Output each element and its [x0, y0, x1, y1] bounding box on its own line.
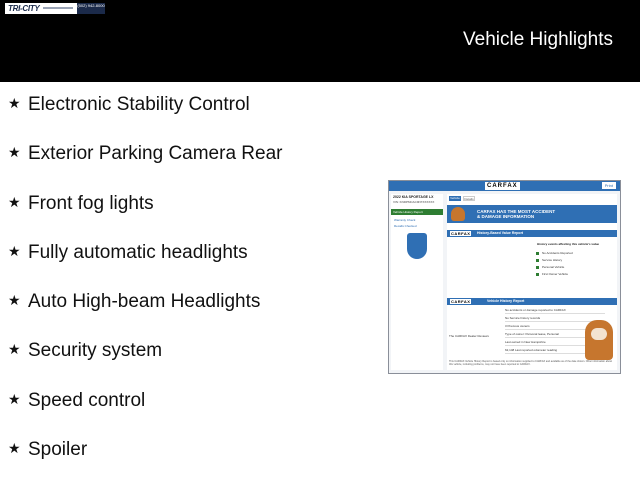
feature-label: Security system: [28, 340, 163, 362]
value-box: [447, 239, 617, 295]
feature-label: Fully automatic headlights: [28, 241, 248, 263]
value-report-label: History-Based Value Report: [477, 231, 524, 235]
star-icon: ★: [8, 194, 21, 211]
value-report-bar: [447, 230, 617, 237]
carfax-mini-logo: CARFAX: [451, 299, 471, 304]
history-item: No accidents or damage reported to CARFAX: [505, 307, 605, 314]
carfax-logo: CARFAX: [487, 183, 518, 189]
tab-details[interactable]: Details: [464, 197, 474, 201]
feature-label: Spoiler: [28, 439, 88, 461]
carfax-banner: [447, 205, 617, 223]
star-icon: ★: [8, 96, 21, 112]
dealer-reviews: The CARFAX Dealer Reviews: [449, 334, 489, 338]
vehicle-vin: VIN: KNDPMCAC9N7XXXXXX: [393, 200, 435, 204]
star-icon: ★: [8, 441, 21, 458]
tab-vehicle[interactable]: Vehicle: [450, 196, 460, 200]
page-header: [0, 0, 640, 82]
dealer-logo[interactable]: [5, 3, 105, 14]
feature-label: Front fog lights: [28, 192, 154, 214]
feature-label: Exterior Parking Camera Rear: [28, 143, 283, 165]
star-icon: ★: [8, 293, 21, 310]
history-item: 3 Previous owners: [505, 323, 605, 330]
carfax-sidebar: [391, 194, 443, 370]
history-item: Type of owner: Personal lease, Personal: [505, 331, 605, 338]
history-report-label: Vehicle History Report: [487, 299, 525, 303]
print-button[interactable]: Print: [602, 182, 616, 189]
value-item: No Accidents Reported: [542, 251, 573, 255]
page-title: Vehicle Highlights: [463, 29, 613, 50]
carfax-mini-logo: CARFAX: [451, 231, 471, 236]
star-icon: ★: [8, 342, 21, 359]
value-item: Personal Vehicle: [542, 265, 565, 269]
sidebar-link-warranty[interactable]: Warranty Check: [394, 218, 416, 222]
logo-tagline-bar: [43, 7, 73, 9]
star-icon: ★: [8, 243, 21, 260]
history-item: Last owned in New Hampshire: [505, 339, 605, 346]
feature-label: Electronic Stability Control: [28, 94, 250, 115]
fox-mascot-icon: [451, 207, 465, 221]
feature-label: Auto High-beam Headlights: [28, 291, 261, 313]
report-disclaimer: This CARFAX Vehicle History Report is based only on information supplied to CARFAX and available as of the date shown. Other information about this vehicle, including problems, may not have been reported to CARFAX.: [449, 360, 613, 366]
sidebar-item-history[interactable]: Vehicle History Report: [391, 209, 443, 215]
carfax-main: [447, 194, 617, 370]
fox-mascot-icon: [585, 320, 613, 360]
history-item: 62,148 Last reported odometer reading: [505, 347, 605, 354]
carfax-top-bar: [389, 181, 620, 191]
sidebar-link-recalls[interactable]: Recalls Checked: [394, 224, 417, 228]
star-icon: ★: [8, 391, 21, 408]
vehicle-name: 2022 KIA SPORTAGE LX: [393, 195, 434, 199]
feature-label: Speed control: [28, 389, 146, 411]
value-box-title: History events affecting this vehicle's value: [537, 242, 600, 246]
logo-phone: (502) 942-8000: [77, 3, 105, 14]
value-item: Service History: [542, 258, 563, 262]
fox-face: [591, 328, 607, 340]
history-item: No Service history records: [505, 315, 605, 322]
banner-text: CARFAX HAS THE MOST ACCIDENT & DAMAGE INFORMATION: [477, 209, 556, 219]
carfax-report-thumbnail[interactable]: [388, 180, 621, 374]
star-icon: ★: [8, 145, 21, 162]
value-item: First Owner Vehicle: [542, 272, 569, 276]
carfax-badge-icon: [407, 233, 427, 259]
logo-text: TRI-CITY: [8, 4, 40, 13]
history-report-bar: [447, 298, 617, 305]
